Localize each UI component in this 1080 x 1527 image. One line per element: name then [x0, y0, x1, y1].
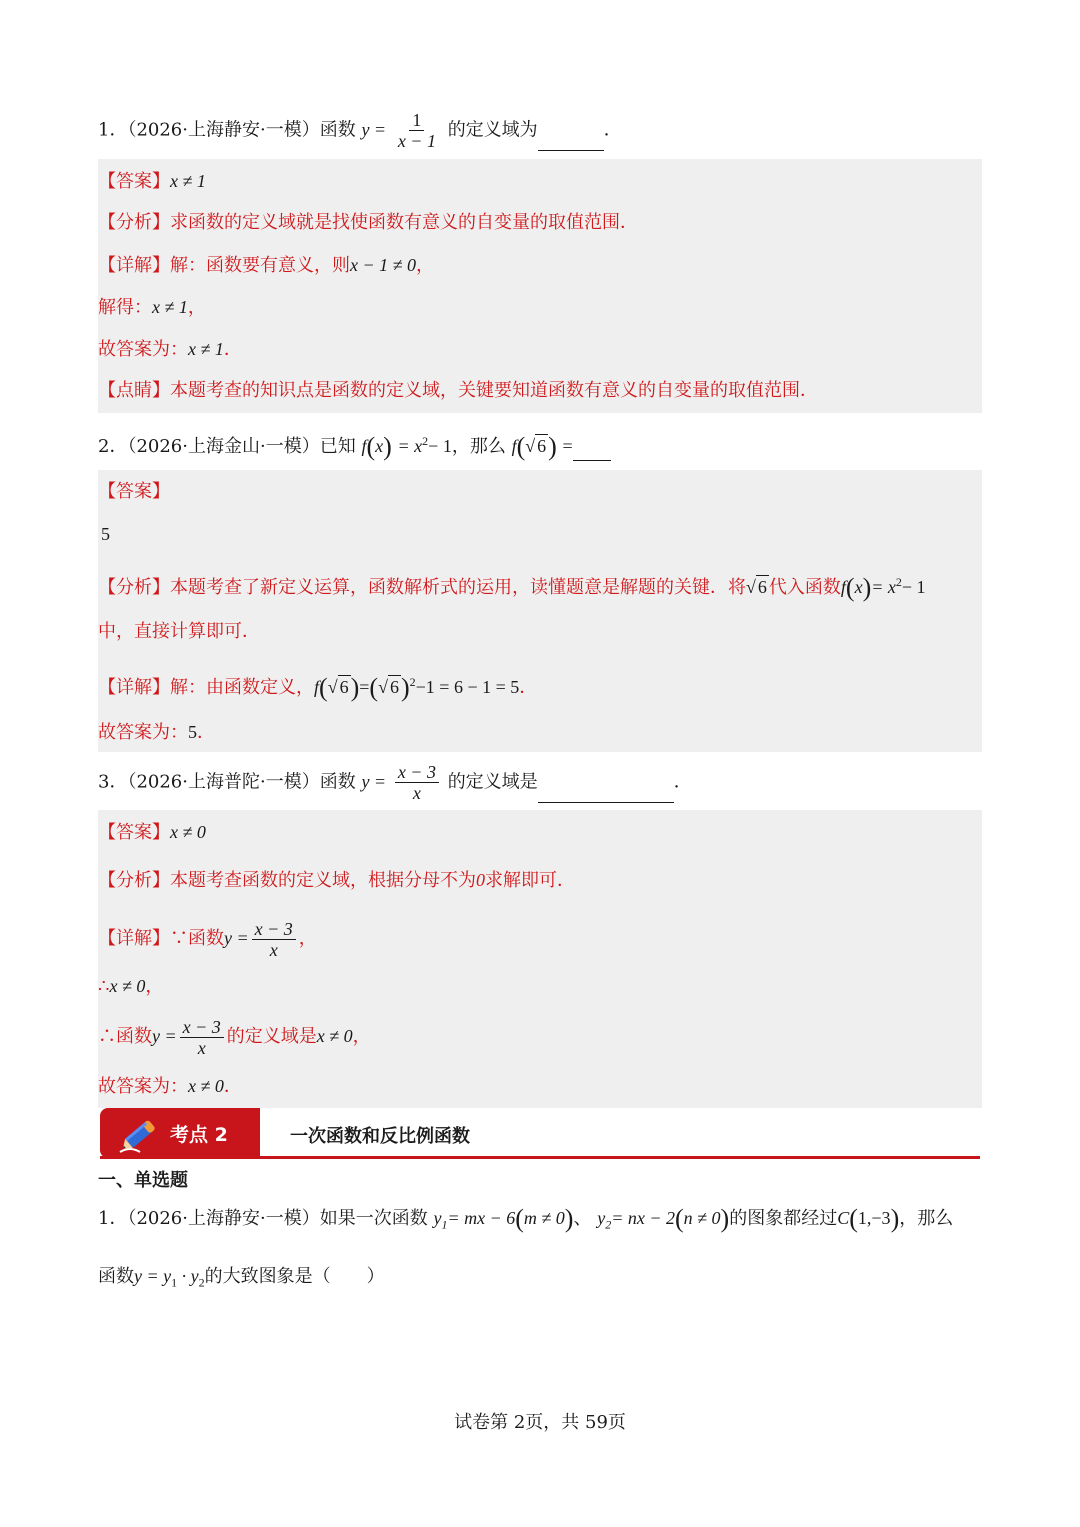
answer-blank	[573, 438, 611, 461]
note-text: 本题考查的知识点是函数的定义域，关键要知道函数有意义的自变量的取值范围．	[170, 380, 818, 401]
math-y1-def: = mx − 6	[447, 1208, 516, 1228]
answer-tag: 【答案】	[98, 481, 170, 502]
domain-math: x ≠ 0	[316, 1026, 353, 1046]
question-4-source: 1．（2026·上海静安·一模）如果一次函数	[98, 1208, 428, 1229]
answer-line	[98, 167, 982, 196]
answer-tag: 【答案】	[98, 822, 170, 843]
math-exp: 2	[895, 575, 902, 589]
math-y-eq: y =	[224, 928, 249, 948]
detail-line	[98, 668, 982, 702]
detail-text: ∴函数	[98, 1026, 152, 1047]
paren: )	[720, 1204, 730, 1233]
math-eq: = x	[397, 436, 423, 456]
paren: (	[674, 1204, 684, 1233]
answer-tag: 【答案】	[98, 171, 170, 192]
paren: (	[319, 673, 328, 702]
paren: (	[366, 432, 376, 461]
final-math: x ≠ 1	[188, 339, 224, 359]
question-4-line-2	[98, 1262, 982, 1297]
question-2	[98, 427, 982, 461]
paren: )	[383, 432, 392, 461]
analysis-line	[98, 568, 982, 602]
therefore-line	[98, 972, 982, 1001]
math-f: f	[314, 677, 320, 697]
paren: (	[369, 673, 379, 702]
sqrt-sign: √	[378, 677, 388, 697]
punct: ，	[298, 928, 317, 949]
paren: )	[862, 573, 872, 602]
fraction-numerator: 1	[409, 110, 424, 131]
sqrt-sign: √	[327, 677, 338, 697]
therefore-symbol: ∴	[98, 976, 110, 997]
math-y2-def: = nx − 2	[611, 1208, 675, 1228]
question-4	[98, 1204, 982, 1239]
question-2-source: 2．（2026·上海金山·一模）已知	[98, 436, 356, 457]
paren: (	[849, 1204, 858, 1233]
therefore-math: x ≠ 0	[109, 976, 146, 996]
detail-text: 解：函数要有意义，则	[170, 255, 350, 276]
math-m-cond: m ≠ 0	[523, 1208, 565, 1228]
note-tag: 【点睛】	[98, 380, 170, 401]
question-1-source: 1．（2026·上海静安·一模）函数	[98, 119, 356, 141]
solution-box-1	[98, 159, 982, 413]
math-y2: $y_2$	[597, 1208, 612, 1232]
fraction-numerator: x − 3	[252, 919, 296, 940]
math-minus-one: − 1	[901, 577, 926, 597]
header-divider	[100, 1156, 980, 1159]
answer-value: x ≠ 0	[170, 822, 206, 842]
fraction-denominator: x − 1	[397, 131, 436, 151]
question-1	[98, 110, 982, 151]
question-text: 的定义域是	[447, 771, 538, 793]
fraction	[180, 1017, 224, 1058]
punct: ．	[603, 119, 622, 141]
analysis-text: 本题考查函数的定义域，根据分母不为	[170, 870, 476, 891]
math-exp: 2	[409, 675, 416, 689]
final-line	[98, 718, 982, 747]
sqrt-value: 6	[339, 677, 349, 697]
math-f: f	[840, 577, 846, 597]
punct: ，	[187, 297, 206, 318]
detail-tag: 【详解】	[98, 255, 170, 276]
answer-line	[98, 478, 982, 506]
solution-box-2	[98, 470, 982, 752]
fraction-numerator: x − 3	[395, 762, 439, 783]
question-3-source: 3．（2026·上海普陀·一模）函数	[98, 771, 356, 793]
analysis-text: 求函数的定义域就是找使函数有意义的自变量的取值范围．	[170, 212, 638, 233]
answer-value: x ≠ 1	[170, 171, 206, 191]
math-eq: =	[562, 436, 573, 456]
final-text: 故答案为：	[98, 722, 188, 743]
math-eq: = x	[871, 577, 896, 597]
final-text: 故答案为：	[98, 339, 188, 360]
paren: )	[564, 1204, 574, 1233]
punct: ，	[352, 1026, 371, 1047]
paren: (	[515, 1204, 524, 1233]
math-zero: 0	[476, 870, 485, 890]
detail-tag: 【详解】	[98, 928, 170, 949]
math-point: C	[837, 1208, 850, 1228]
analysis-line	[98, 866, 982, 895]
solution-box-3	[98, 810, 982, 1108]
question-text: ，那么	[451, 436, 506, 457]
topic-badge-label: 考点 2	[170, 1124, 228, 1146]
final-line	[98, 335, 982, 364]
analysis-tag: 【分析】	[98, 212, 170, 233]
answer-blank	[538, 780, 674, 803]
question-text: 的定义域为	[447, 119, 538, 141]
punct: ．	[519, 677, 538, 698]
domain-line	[98, 1012, 982, 1061]
section-heading: 一、单选题	[98, 1170, 188, 1191]
detail-line	[98, 914, 982, 963]
solve-text: 解得：	[98, 297, 152, 318]
page-footer: 试卷第 2页，共 59页	[454, 1412, 626, 1433]
math-dot: · y	[177, 1266, 199, 1286]
topic-header	[100, 1108, 980, 1160]
paren: (	[516, 432, 526, 461]
detail-tag: 【详解】	[98, 677, 170, 698]
math-y-eq: y =	[361, 771, 387, 792]
punct: ．	[673, 771, 692, 793]
detail-text: 的定义域是	[226, 1026, 317, 1047]
note-line	[98, 377, 982, 405]
final-math: x ≠ 0	[188, 1076, 224, 1096]
punct: ．	[197, 722, 215, 743]
math-coords: 1,−3	[857, 1208, 891, 1228]
answer-line	[98, 818, 982, 847]
math-n-cond: n ≠ 0	[683, 1208, 721, 1228]
analysis-tag: 【分析】	[98, 870, 170, 891]
math-f: f	[511, 436, 517, 456]
punct: ，	[416, 255, 435, 276]
fraction	[395, 762, 439, 803]
paren: )	[890, 1204, 900, 1233]
paren: (	[845, 573, 855, 602]
answer-value: 5	[101, 524, 110, 544]
final-math: 5	[188, 722, 197, 742]
answer-blank	[538, 128, 604, 151]
math-exp: 2	[422, 434, 429, 448]
pencil-icon	[116, 1112, 162, 1158]
analysis-text: 代入函数	[768, 577, 841, 598]
question-3	[98, 762, 982, 803]
math-x: x	[375, 436, 384, 456]
final-text: 故答案为：	[98, 1076, 188, 1097]
fraction-denominator: x	[412, 783, 421, 803]
fraction-denominator: x	[269, 939, 278, 960]
sqrt-sign: √	[746, 577, 756, 597]
punct: 、	[573, 1208, 592, 1229]
fraction	[252, 919, 296, 960]
math-eq: =	[359, 677, 370, 697]
question-text: 的图象都经过	[729, 1208, 838, 1229]
analysis-tag: 【分析】	[98, 577, 170, 598]
math-y-eq: y =	[152, 1026, 177, 1046]
solve-math: x ≠ 1	[152, 297, 188, 317]
math-sub: 2	[198, 1275, 205, 1290]
sqrt-sign: √	[525, 436, 536, 456]
question-text: ，那么	[899, 1208, 954, 1229]
topic-title: 一次函数和反比例函数	[290, 1126, 470, 1147]
math-minus-one: − 1	[428, 436, 452, 456]
detail-text: ∵函数	[170, 928, 224, 949]
punct: ．	[223, 1076, 242, 1097]
analysis-cont: 中，直接计算即可．	[98, 621, 260, 642]
solve-line	[98, 293, 982, 322]
math-f: f	[361, 436, 367, 456]
math-product: y = y	[134, 1266, 172, 1286]
question-text: 函数	[98, 1266, 134, 1287]
detail-text: 解：由函数定义，	[170, 677, 314, 698]
math-y1: $y_1$	[433, 1208, 448, 1232]
detail-math: x − 1 ≠ 0	[350, 255, 417, 275]
math-y-eq: y =	[361, 119, 387, 140]
fraction-denominator: x	[197, 1037, 206, 1058]
detail-calc: −1 = 6 − 1 = 5	[415, 677, 520, 697]
final-line	[98, 1072, 982, 1101]
analysis-text: 本题考查了新定义运算，函数解析式的运用，读懂题意是解题的关键．将	[170, 577, 746, 598]
sqrt-value: 6	[757, 577, 767, 597]
fraction-numerator: x − 3	[180, 1017, 224, 1038]
paren: )	[350, 673, 360, 702]
fraction	[395, 110, 439, 151]
sqrt-value: 6	[389, 677, 399, 697]
math-x: x	[854, 577, 863, 597]
analysis-text: 求解即可．	[485, 870, 575, 891]
topic-badge	[100, 1108, 260, 1158]
paren: )	[548, 432, 557, 461]
math-sub: 1	[171, 1275, 178, 1290]
analysis-line	[98, 209, 982, 237]
paren: )	[400, 673, 410, 702]
sqrt-value: 6	[537, 436, 547, 456]
question-text: 的大致图象是（ ）	[204, 1266, 385, 1287]
punct: ．	[223, 339, 242, 360]
detail-line	[98, 251, 982, 280]
punct: ，	[145, 976, 164, 997]
